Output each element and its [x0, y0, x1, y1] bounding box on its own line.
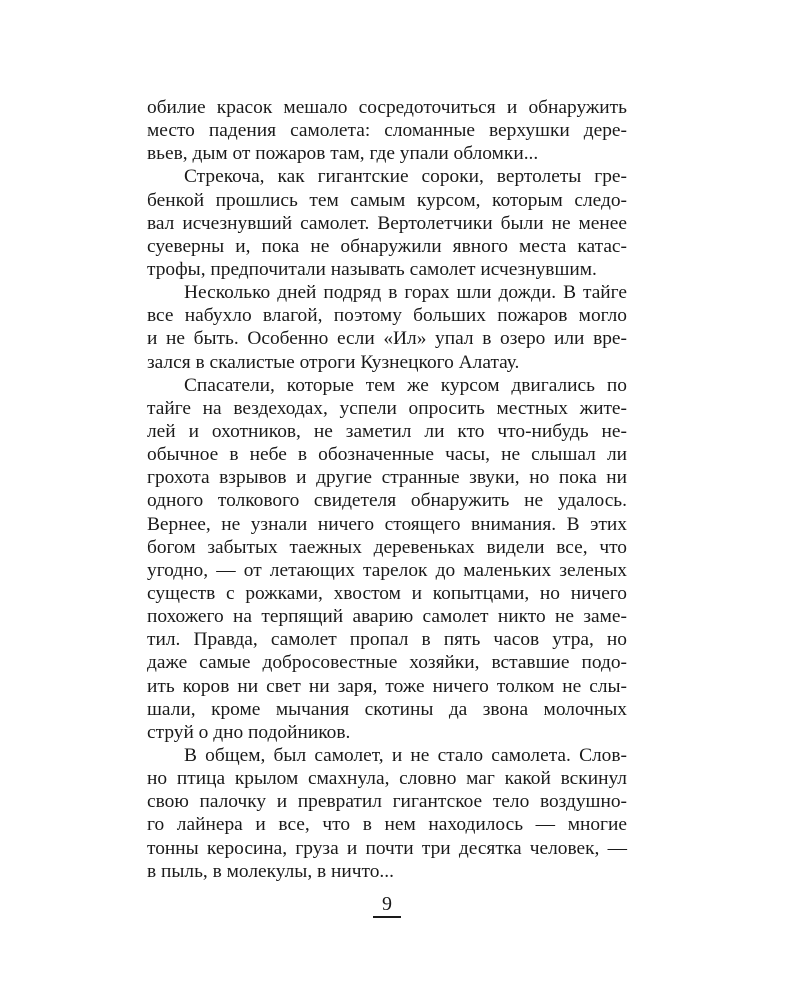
text-line: вал исчезнувший самолет. Вертолетчики были не менее — [147, 212, 627, 234]
text-line: свою палочку и превратил гигантское тело воздушно- — [147, 791, 627, 813]
text-line: угодно, — от летающих тарелок до маленьких зеленых — [147, 559, 627, 581]
paragraph-3 — [147, 281, 627, 374]
text-line: Вернее, не узнали ничего стоящего внимания. В этих — [147, 513, 627, 535]
text-line: место падения самолета: сломанные верхушки дере- — [147, 120, 627, 142]
text-line: существ с рожками, хвостом и копытцами, но ничего — [147, 582, 627, 604]
text-line: обилие красок мешало сосредоточиться и обнаружить — [147, 97, 627, 118]
text-line: В общем, был самолет, и не стало самолета. Слов- — [184, 744, 627, 766]
text-line: все набухло влагой, поэтому больших пожаров могло — [147, 305, 627, 327]
page-number-underline — [373, 916, 401, 918]
text-line: зался в скалистые отроги Кузнецкого Алатау. — [147, 351, 520, 373]
text-line: струй о дно подойников. — [147, 721, 351, 743]
page-number: 9 — [382, 893, 392, 915]
body-text — [147, 96, 627, 883]
text-line: Несколько дней подряд в горах шли дожди. В тайге — [184, 282, 627, 304]
text-line: грохота взрывов и другие странные звуки, но пока ни — [147, 467, 627, 489]
text-line: тонны керосина, груза и почти три десятка человек, — — [147, 837, 627, 859]
text-line: лей и охотников, не заметил ли кто что-нибудь не- — [147, 420, 627, 442]
text-line: одного толкового свидетеля обнаружить не удалось. — [147, 490, 627, 512]
page-number-block — [370, 893, 404, 918]
paragraph-5 — [147, 744, 627, 883]
text-line: похожего на терпящий аварию самолет никто не заме- — [147, 606, 627, 628]
text-line: тил. Правда, самолет пропал в пять часов утра, но — [147, 629, 627, 651]
text-line: богом забытых таежных деревеньках видели все, что — [147, 536, 627, 558]
text-line: в пыль, в молекулы, в ничто... — [147, 860, 394, 882]
text-line: вьев, дым от пожаров там, где упали обломки... — [147, 143, 539, 165]
text-line: и не быть. Особенно если «Ил» упал в озеро или вре- — [147, 328, 627, 350]
paragraph-1 — [147, 96, 627, 165]
text-line: тайге на вездеходах, успели опросить местных жите- — [147, 397, 627, 419]
text-line: шали, кроме мычания скотины да звона молочных — [147, 698, 627, 720]
text-line: обычное в небе в обозначенные часы, не слышал ли — [147, 444, 627, 466]
text-line: бенкой прошлись тем самым курсом, которым следо- — [147, 189, 627, 211]
paragraph-4 — [147, 374, 627, 744]
text-line: го лайнера и все, что в нем находилось — многие — [147, 814, 627, 836]
text-line: даже самые добросовестные хозяйки, вставшие подо- — [147, 652, 627, 674]
paragraph-2 — [147, 165, 627, 281]
text-line: Спасатели, которые тем же курсом двигались по — [184, 374, 627, 396]
text-line: ить коров ни свет ни заря, тоже ничего толком не слы- — [147, 675, 627, 697]
text-line: но птица крылом смахнула, словно маг какой вскинул — [147, 768, 627, 790]
text-line: Стрекоча, как гигантские сороки, вертолеты гре- — [184, 166, 627, 188]
text-line: трофы, предпочитали называть самолет исчезнувшим. — [147, 258, 597, 280]
text-line: суеверны и, пока не обнаружили явного места катас- — [147, 235, 627, 257]
